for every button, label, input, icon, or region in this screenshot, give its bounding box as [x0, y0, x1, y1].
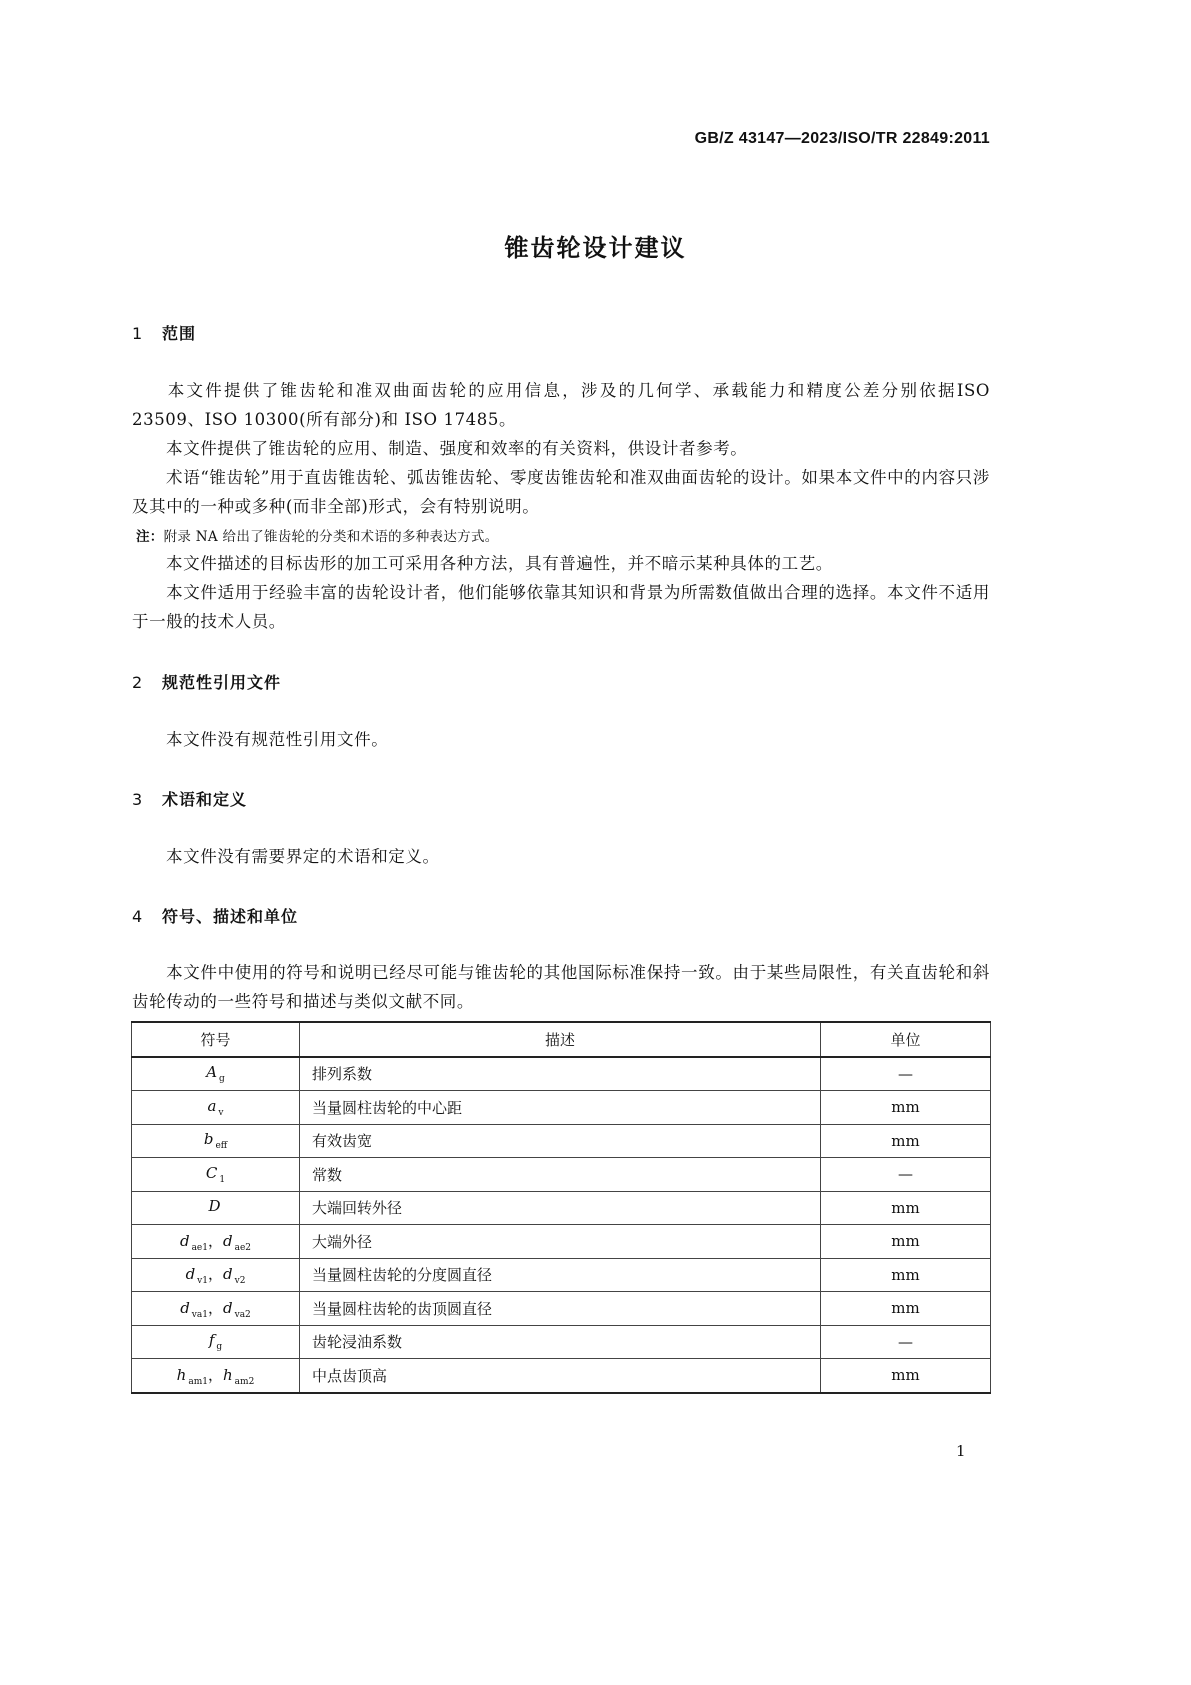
unit-cell: mm	[821, 1359, 991, 1393]
unit-cell: mm	[821, 1124, 991, 1158]
unit-cell: mm	[821, 1091, 991, 1125]
description-cell: 常数	[300, 1158, 821, 1192]
section-title: 范围	[162, 324, 197, 343]
separator: ，	[207, 1365, 223, 1384]
symbol-base: d	[185, 1265, 196, 1284]
paragraph-text: 本文件提供了锥齿轮的应用、制造、强度和效率的有关资料，供设计者参考。	[166, 439, 748, 458]
note-label: 注：	[136, 529, 164, 545]
note	[136, 525, 499, 545]
paragraph	[132, 842, 990, 871]
table-row	[132, 1158, 991, 1192]
paragraph-text: 本文件提供了锥齿轮和准双曲面齿轮的应用信息，涉及的几何学、承载能力和精度公差分别依据ISO 23509、ISO 10300(所有部分)和 ISO 17485。	[132, 381, 990, 429]
description-cell: 当量圆柱齿轮的齿顶圆直径	[300, 1292, 821, 1326]
table-row	[132, 1191, 991, 1225]
paragraph-text: 本文件描述的目标齿形的加工可采用各种方法，具有普遍性，并不暗示某种具体的工艺。	[166, 554, 833, 573]
symbol-subscript: eff	[215, 1141, 228, 1152]
symbol-subscript: va1	[191, 1309, 208, 1320]
unit-cell: —	[821, 1158, 991, 1192]
paragraph-text: 本文件中使用的符号和说明已经尽可能与锥齿轮的其他国际标准保持一致。由于某些局限性，有关直齿轮和斜齿轮传动的一些符号和描述与类似文献不同。	[132, 963, 990, 1011]
symbol-subscript: g	[219, 1074, 225, 1085]
table-row	[132, 1057, 991, 1091]
column-header-unit: 单位	[821, 1022, 991, 1057]
section-number: 3	[132, 790, 144, 809]
paragraph	[132, 958, 990, 1016]
symbol-subscript: ae1	[191, 1242, 208, 1253]
table-row	[132, 1225, 991, 1259]
symbol-subscript: v2	[234, 1276, 246, 1287]
description-cell: 排列系数	[300, 1057, 821, 1091]
symbol-cell	[132, 1191, 300, 1225]
paragraph	[132, 578, 990, 636]
table-row	[132, 1325, 991, 1359]
symbol-base: d	[223, 1265, 233, 1284]
symbol-cell	[132, 1325, 300, 1359]
symbol-subscript: am1	[188, 1376, 208, 1387]
symbol-base: C	[205, 1163, 218, 1182]
symbol-subscript: ae2	[234, 1242, 252, 1253]
section-number: 2	[132, 673, 144, 692]
paragraph	[132, 376, 990, 434]
table-row	[132, 1292, 991, 1326]
paragraph-text: 本文件适用于经验丰富的齿轮设计者，他们能够依靠其知识和背景为所需数值做出合理的选择。本文件不适用于一般的技术人员。	[132, 583, 990, 631]
section-heading-normative-references	[132, 670, 281, 693]
symbol-subscript: v	[218, 1107, 224, 1118]
table-header-row	[132, 1022, 991, 1057]
separator: ，	[207, 1231, 223, 1250]
description-cell: 大端外径	[300, 1225, 821, 1259]
section-title: 规范性引用文件	[162, 673, 282, 692]
symbol-cell	[132, 1225, 300, 1259]
column-header-description: 描述	[300, 1022, 821, 1057]
symbol-base: D	[208, 1197, 221, 1216]
symbol-base: f	[208, 1331, 215, 1350]
section-title: 术语和定义	[162, 790, 248, 809]
separator: ，	[207, 1265, 223, 1284]
symbol-cell	[132, 1158, 300, 1192]
symbol-cell	[132, 1124, 300, 1158]
paragraph	[132, 434, 990, 463]
description-cell: 大端回转外径	[300, 1191, 821, 1225]
section-number: 4	[132, 907, 144, 926]
symbol-base: A	[206, 1063, 218, 1082]
page-number: 1	[956, 1442, 966, 1460]
standard-number-header: GB/Z 43147—2023/ISO/TR 22849:2011	[694, 130, 990, 147]
symbol-base: b	[203, 1130, 214, 1149]
note-text: 附录 NA 给出了锥齿轮的分类和术语的多种表达方式。	[163, 529, 499, 545]
symbol-base: a	[207, 1096, 217, 1115]
symbol-subscript: g	[216, 1342, 223, 1353]
description-cell: 齿轮浸油系数	[300, 1325, 821, 1359]
symbols-table	[131, 1021, 991, 1394]
section-heading-scope	[132, 321, 196, 344]
paragraph	[132, 725, 990, 754]
paragraph	[132, 463, 990, 521]
paragraph	[132, 549, 990, 578]
table-row	[132, 1359, 991, 1393]
symbol-base: h	[176, 1365, 187, 1384]
section-title: 符号、描述和单位	[162, 907, 299, 926]
unit-cell: mm	[821, 1225, 991, 1259]
paragraph-text: 本文件没有规范性引用文件。	[166, 730, 389, 749]
separator: ，	[207, 1298, 223, 1317]
paragraph-text: 本文件没有需要界定的术语和定义。	[166, 847, 440, 866]
symbol-subscript: 1	[219, 1174, 226, 1185]
unit-cell: —	[821, 1057, 991, 1091]
description-cell: 当量圆柱齿轮的分度圆直径	[300, 1258, 821, 1292]
section-number: 1	[132, 324, 144, 343]
symbol-base: d	[180, 1298, 190, 1317]
symbol-subscript: v1	[197, 1276, 208, 1287]
paragraph-text: 术语“锥齿轮”用于直齿锥齿轮、弧齿锥齿轮、零度齿锥齿轮和准双曲面齿轮的设计。如果本文件中的内容只涉及其中的一种或多种(而非全部)形式，会有特别说明。	[132, 468, 990, 516]
section-heading-terms	[132, 787, 247, 810]
symbol-cell	[132, 1057, 300, 1091]
table-row	[132, 1258, 991, 1292]
document-title: 锥齿轮设计建议	[504, 234, 687, 262]
symbol-base: h	[223, 1365, 233, 1384]
unit-cell: mm	[821, 1258, 991, 1292]
symbol-cell	[132, 1359, 300, 1393]
column-header-symbol: 符号	[132, 1022, 300, 1057]
table-row	[132, 1124, 991, 1158]
section-heading-symbols	[132, 904, 298, 927]
unit-cell: mm	[821, 1191, 991, 1225]
symbol-base: d	[223, 1231, 233, 1250]
symbol-cell	[132, 1258, 300, 1292]
symbol-cell	[132, 1292, 300, 1326]
symbol-base: d	[179, 1231, 190, 1250]
symbol-subscript: va2	[234, 1309, 251, 1320]
unit-cell: —	[821, 1325, 991, 1359]
description-cell: 中点齿顶高	[300, 1359, 821, 1393]
symbol-subscript: am2	[234, 1376, 255, 1387]
description-cell: 有效齿宽	[300, 1124, 821, 1158]
unit-cell: mm	[821, 1292, 991, 1326]
description-cell: 当量圆柱齿轮的中心距	[300, 1091, 821, 1125]
symbol-cell	[132, 1091, 300, 1125]
symbol-base: d	[223, 1298, 233, 1317]
table-row	[132, 1091, 991, 1125]
